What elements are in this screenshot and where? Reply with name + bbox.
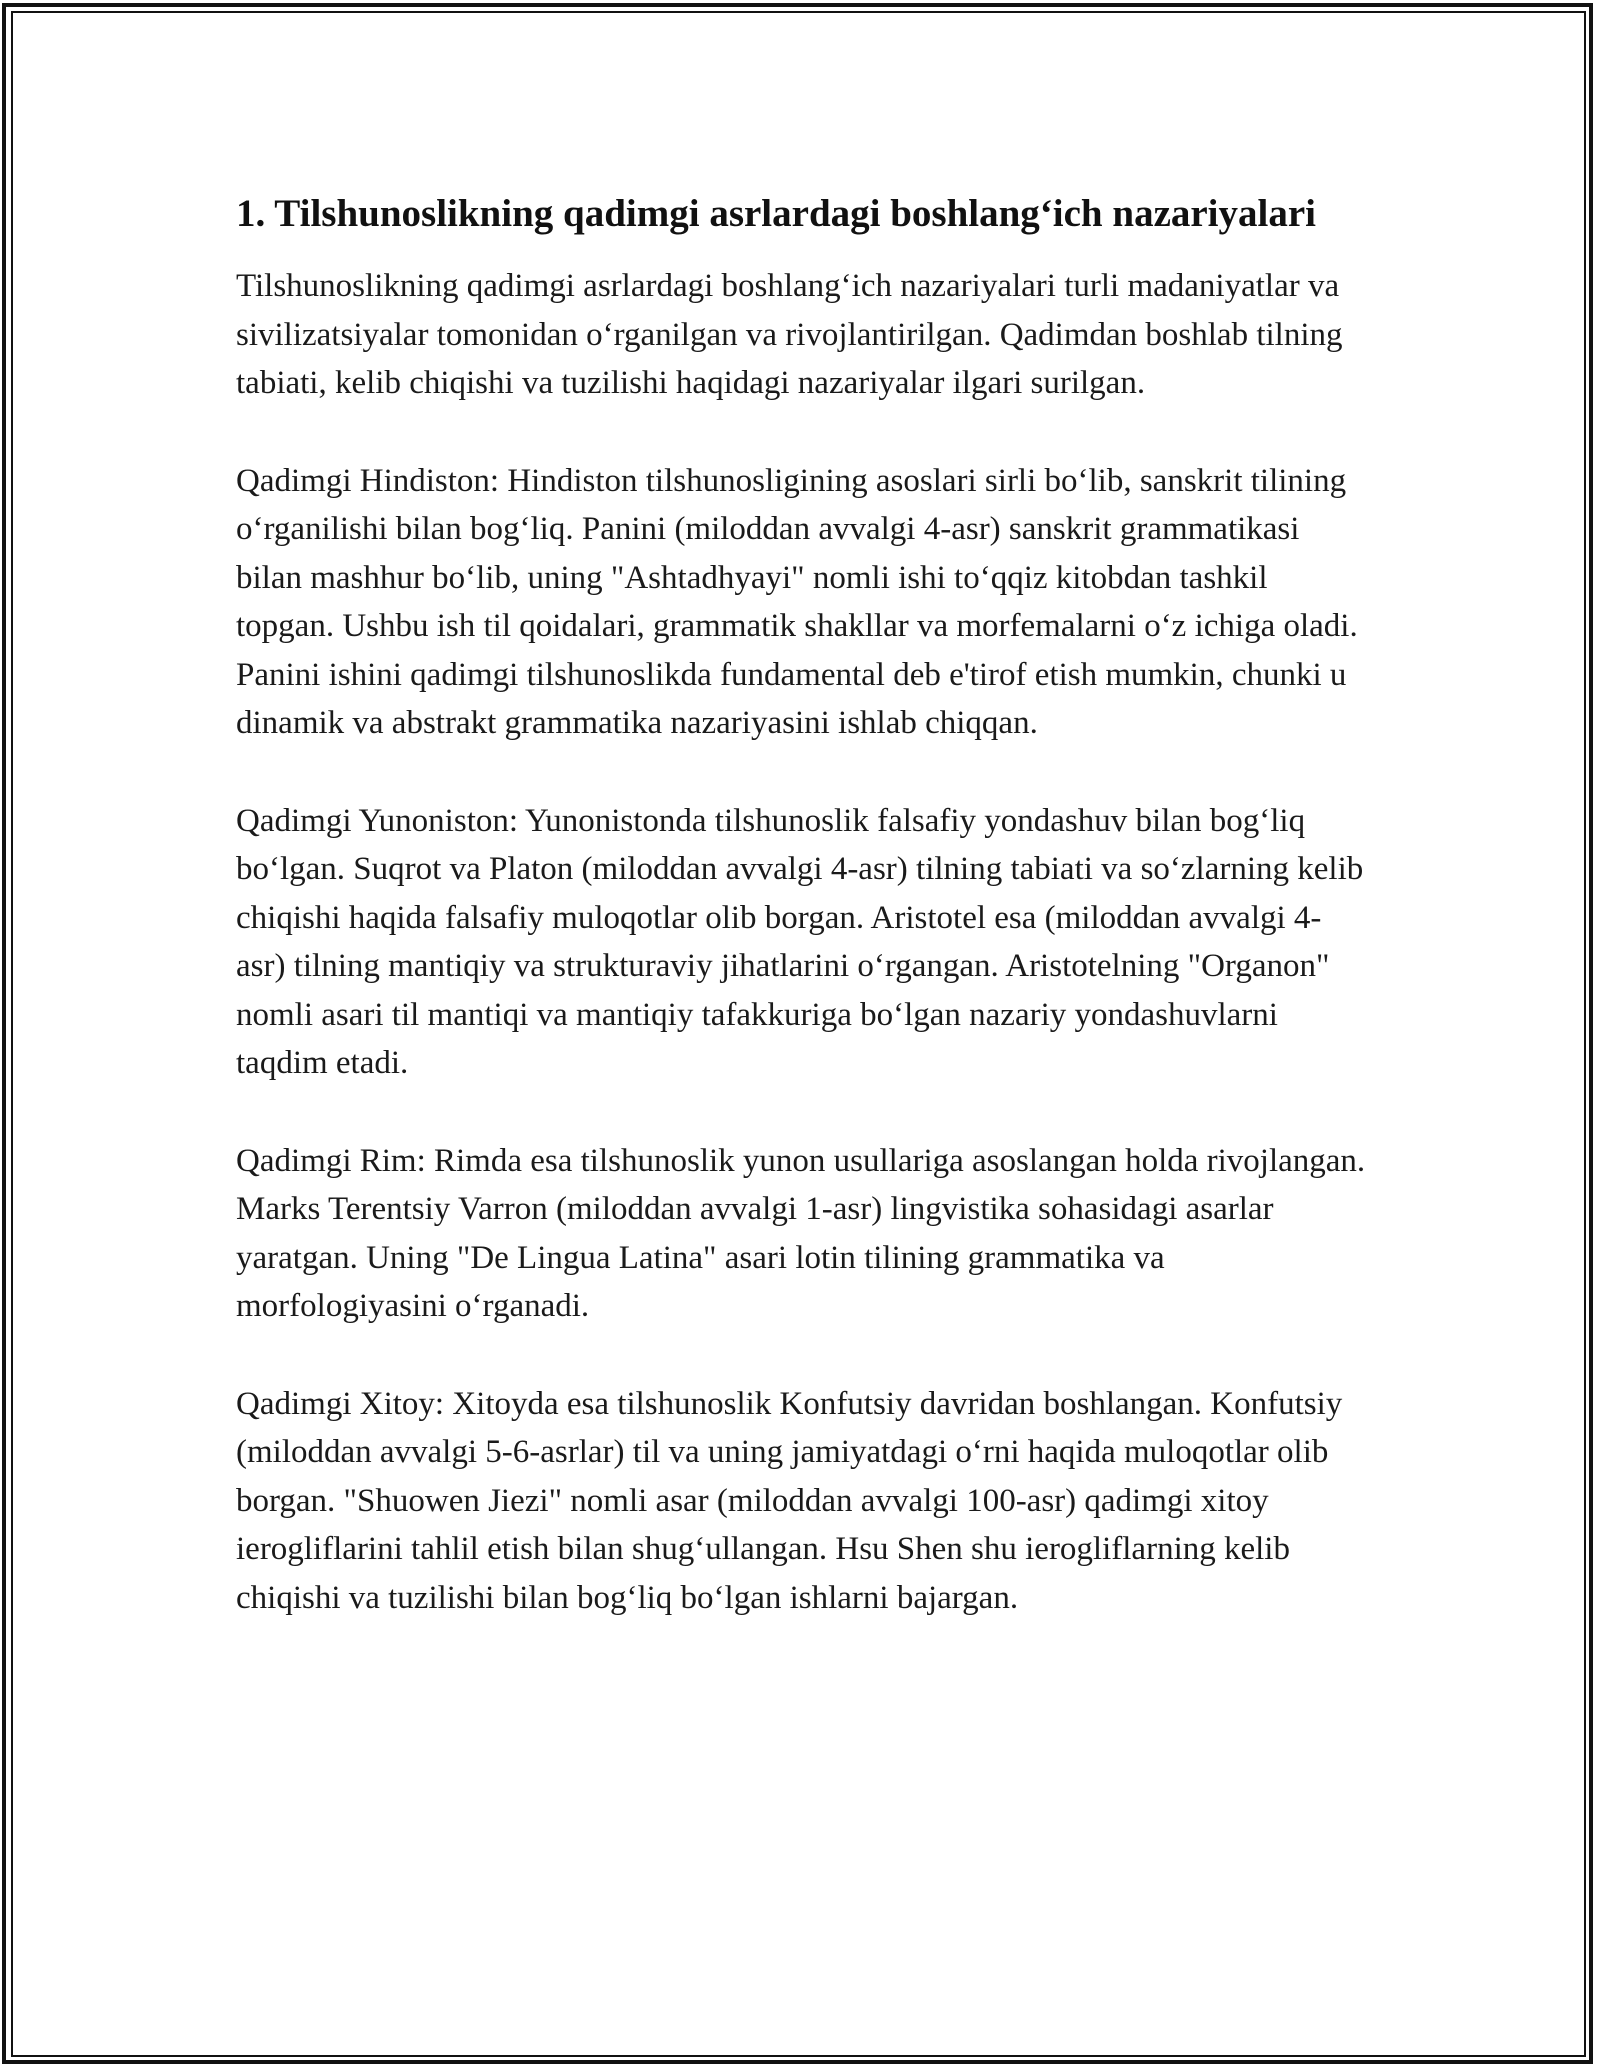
paragraph-ancient-india: Qadimgi Hindiston: Hindiston tilshunosligining asoslari sirli bo‘lib, sanskrit tilining o‘rganilishi bilan bog‘liq. Panini (miloddan avvalgi 4-asr) sanskrit grammatikasi bilan mashhur bo‘lib, uning "Ashtadhyayi" nomli ishi to‘qqiz kitobdan tashkil topgan. Ushbu ish til qoidalari, grammatik shakllar va morfemalarni o‘z ichiga oladi. Panini ishini qadimgi tilshunoslikda fundamental deb e'tirof etish mumkin, chunki u dinamik va abstrakt grammatika nazariyasini ishlab chiqqan.	[236, 462, 1358, 741]
document-body	[236, 186, 1366, 1671]
paragraph-intro: Tilshunoslikning qadimgi asrlardagi boshlang‘ich nazariyalari turli madaniyatlar va sivilizatsiyalar tomonidan o‘rganilgan va rivojlantirilgan. Qadimdan boshlab tilning tabiati, kelib chiqishi va tuzilishi haqidagi nazariyalar ilgari surilgan.	[236, 268, 1343, 401]
page-title: 1. Tilshunoslikning qadimgi asrlardagi boshlang‘ich nazariyalari	[236, 192, 1317, 235]
paragraph-ancient-rome: Qadimgi Rim: Rimda esa tilshunoslik yunon usullariga asoslangan holda rivojlangan. Marks Terentsiy Varron (miloddan avvalgi 1-asr) lingvistika sohasidagi asarlar yaratgan. Uning "De Lingua Latina" asari lotin tilining grammatika va morfologiyasini o‘rganadi.	[236, 1142, 1366, 1324]
paragraph-ancient-greece: Qadimgi Yunoniston: Yunonistonda tilshunoslik falsafiy yondashuv bilan bog‘liq bo‘lgan. Suqrot va Platon (miloddan avvalgi 4-asr) tilning tabiati va so‘zlarning kelib chiqishi haqida falsafiy muloqotlar olib borgan. Aristotel esa (miloddan avvalgi 4-asr) tilning mantiqiy va strukturaviy jihatlarini o‘rgangan. Aristotelning "Organon" nomli asari til mantiqi va mantiqiy tafakkuriga bo‘lgan nazariy yondashuvlarni taqdim etadi.	[236, 802, 1364, 1081]
paragraph-ancient-china: Qadimgi Xitoy: Xitoyda esa tilshunoslik Konfutsiy davridan boshlangan. Konfutsiy (miloddan avvalgi 5-6-asrlar) til va uning jamiyatdagi o‘rni haqida muloqotlar olib borgan. "Shuowen Jiezi" nomli asar (miloddan avvalgi 100-asr) qadimgi xitoy ierogliflarini tahlil etish bilan shug‘ullangan. Hsu Shen shu ierogliflarning kelib chiqishi va tuzilishi bilan bog‘liq bo‘lgan ishlarni bajargan.	[236, 1385, 1343, 1616]
